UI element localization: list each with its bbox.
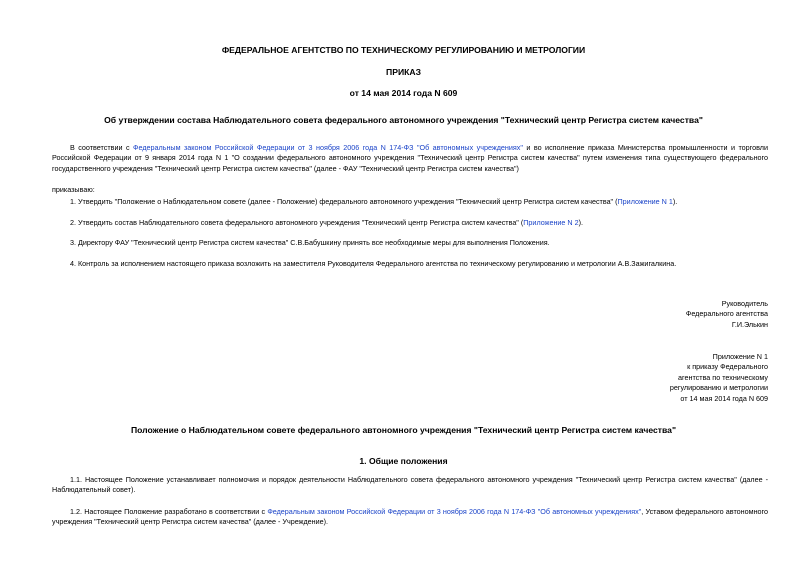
regulation-paragraph-1-1: 1.1. Настоящее Положение устанавливает полномочия и порядок деятельности Наблюдательного совета федерального автономного учреждения "Технический центр Регистра систем качества" (далее - Наблюдательный совет). (52, 475, 768, 495)
appendix-2-link[interactable]: Приложение N 2 (523, 218, 579, 227)
signature-agency: Федерального агентства (685, 309, 768, 319)
signature-position: Руководитель (721, 299, 768, 308)
appendix-ref-line-1: Приложение N 1 (712, 352, 768, 361)
order-item-2 (70, 218, 770, 228)
agency-heading: ФЕДЕРАЛЬНОЕ АГЕНТСТВО ПО ТЕХНИЧЕСКОМУ РЕГУЛИРОВАНИЮ И МЕТРОЛОГИИ (221, 45, 586, 55)
preamble-text-start: В соответствии с (70, 143, 134, 152)
appendix-ref-line-2: к приказу Федерального (687, 362, 768, 372)
order-item-2-end: ). (578, 218, 583, 227)
regulation-paragraph-1-2 (52, 507, 768, 528)
doc-date: от 14 мая 2014 года N 609 (349, 88, 458, 98)
paragraph-1-2-end: , Уставом федерального автономного учреждения "Технический центр Регистра систем качества" (далее - Учреждение). (52, 507, 769, 527)
appendix-ref-line-5: от 14 мая 2014 года N 609 (680, 393, 768, 403)
regulation-title: Положение о Наблюдательном совете федерального автономного учреждения "Технический центр Регистра систем качества" (130, 425, 677, 435)
federal-law-link-2[interactable]: Федеральным законом Российской Федерации от 3 ноября 2006 года N 174-ФЗ "Об автономных учреждениях" (267, 507, 642, 516)
preamble-text-end: и во исполнение приказа Министерства промышленности и торговли Российской Федерации от 9 января 2014 года N 1 "О создании федерального автономного учреждения "Технический центр Регистра систем качества" путем изменения типа существующего федерального государственного учреждения "Технический центр Регистра систем качества" (далее - ФАУ "Технический центр Регистра систем качества") (52, 143, 768, 173)
appendix-ref-line-3: агентства по техническому (678, 372, 768, 382)
doc-title: Об утверждении состава Наблюдательного совета федерального автономного учреждения "Технический центр Регистра систем качества" (104, 115, 703, 125)
appendix-1-link[interactable]: Приложение N 1 (617, 197, 673, 206)
order-item-1-end: ). (672, 197, 678, 206)
order-item-1-text: 1. Утвердить "Положение о Наблюдательном совете (далее - Положение) федерального автономного учреждения "Технический центр Регистра систем качества" ( (70, 197, 618, 206)
appendix-ref-line-4: регулированию и метрологии (669, 383, 768, 393)
orders-word: приказываю: (52, 185, 95, 194)
doc-type-heading: ПРИКАЗ (386, 67, 421, 77)
appendix-reference (670, 352, 768, 404)
paragraph-1-2-start: 1.2. Настоящее Положение разработано в соответствии с (70, 507, 268, 516)
preamble-paragraph (52, 143, 768, 174)
federal-law-link[interactable]: Федеральным законом Российской Федерации от 3 ноября 2006 года N 174-ФЗ "Об автономных учреждениях" (133, 143, 523, 152)
order-item-2-text: 2. Утвердить состав Наблюдательного совета федерального автономного учреждения "Технический центр Регистра систем качества" ( (70, 218, 524, 227)
section-1-heading: 1. Общие положения (359, 456, 448, 466)
signature-block (686, 299, 768, 330)
signature-name: Г.И.Элькин (731, 319, 768, 329)
order-item-1 (70, 197, 770, 207)
order-item-3: 3. Директору ФАУ "Технический центр Регистра систем качества" С.В.Бабушкину принять все необходимые меры для выполнения Положения. (70, 238, 550, 247)
order-item-4: 4. Контроль за исполнением настоящего приказа возложить на заместителя Руководителя Федерального агентства по техническому регулированию и метрологии А.В.Зажигалкина. (70, 259, 677, 268)
